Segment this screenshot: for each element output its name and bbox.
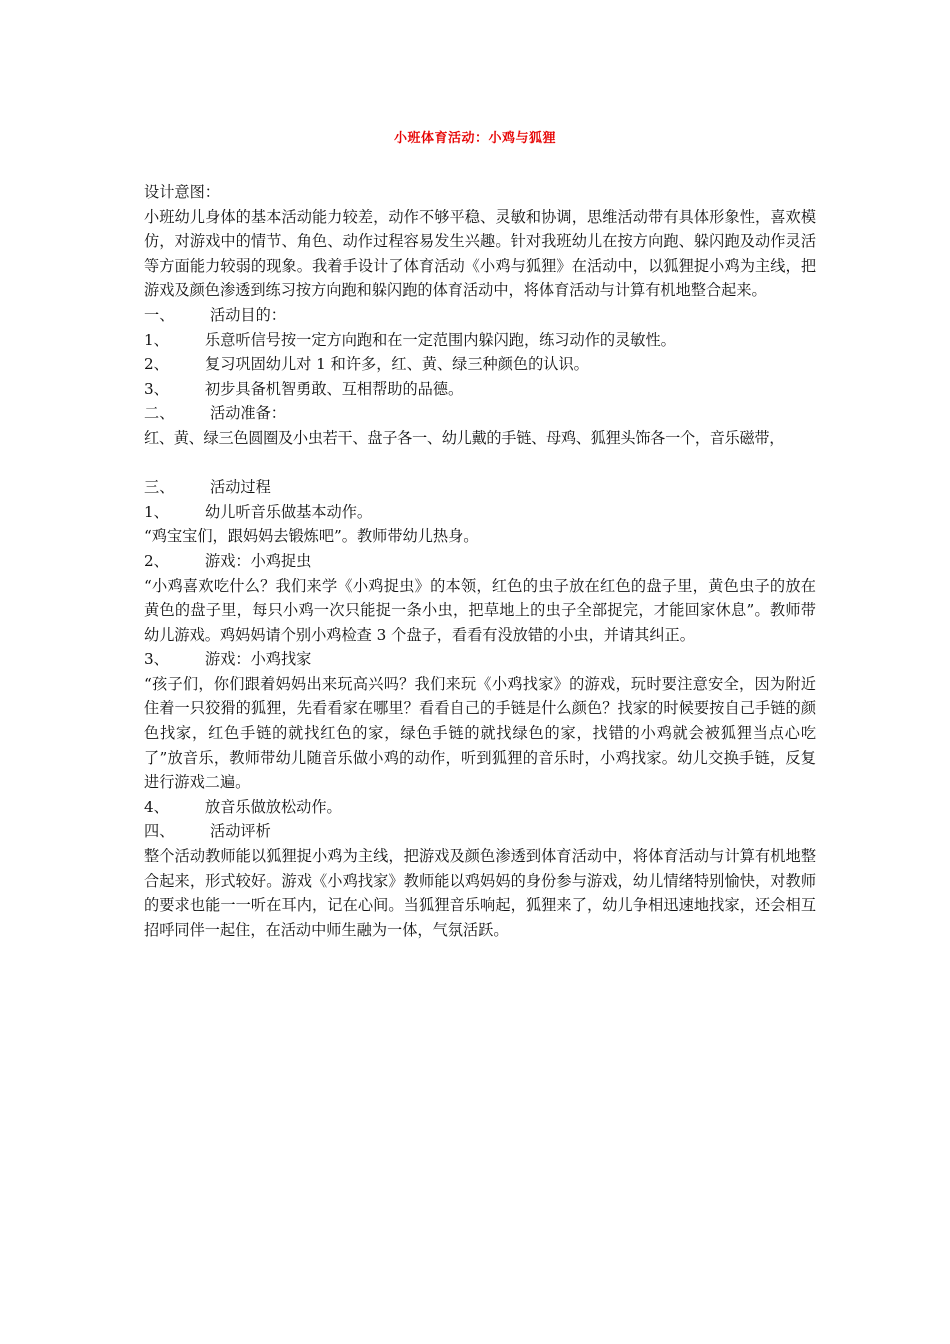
step-number: 1、 [144, 502, 169, 521]
design-heading: 设计意图： [144, 183, 220, 201]
step-heading [144, 647, 816, 672]
goal-item [144, 328, 816, 353]
section-3-number: 三、 [144, 478, 175, 497]
section-2-title: 活动准备： [210, 404, 286, 423]
blank-line [144, 451, 816, 476]
section-4-number: 四、 [144, 822, 175, 841]
step-text: “孩子们，你们跟着妈妈出来玩高兴吗？我们来玩《小鸡找家》的游戏，玩时要注意安全，因为附近住着一只狡猾的狐狸，先看看家在哪里？看看自己的手链是什么颜色？找家的时候要按自己手链的颜色找家，红色手链的就找红色的家，绿色手链的就找绿色的家，找错的小鸡就会被狐狸当点心吃了”放音乐，教师带幼儿随音乐做小鸡的动作，听到狐狸的音乐时，小鸡找家。幼儿交换手链，反复进行游戏二遍。 [144, 674, 816, 792]
section-4-title: 活动评析 [210, 822, 271, 841]
step-heading [144, 795, 816, 820]
step-text: “鸡宝宝们，跟妈妈去锻炼吧”。教师带幼儿热身。 [144, 527, 479, 546]
section-2-number: 二、 [144, 404, 175, 423]
step-title: 幼儿听音乐做基本动作。 [205, 502, 373, 521]
goal-number: 2、 [144, 355, 169, 374]
section-2-heading [144, 401, 816, 426]
step-number: 4、 [144, 797, 169, 816]
step-heading [144, 549, 816, 574]
step-title: 游戏：小鸡找家 [205, 650, 312, 669]
section-3-title: 活动过程 [210, 478, 271, 497]
section-3-heading [144, 475, 816, 500]
section-1-number: 一、 [144, 305, 175, 324]
evaluation-text: 整个活动教师能以狐狸捉小鸡为主线，把游戏及颜色渗透到体育活动中，将体育活动与计算有机地整合起来，形式较好。游戏《小鸡找家》教师能以鸡妈妈的身份参与游戏，幼儿情绪特别愉快，对教师的要求也能一一听在耳内，记在心间。当狐狸音乐响起，狐狸来了，幼儿争相迅速地找家，还会相互招呼同伴一起住，在活动中师生融为一体，气氛活跃。 [144, 847, 816, 939]
step-number: 2、 [144, 551, 169, 570]
goal-text: 复习巩固幼儿对 1 和许多，红、黄、绿三种颜色的认识。 [205, 355, 589, 374]
document-body [144, 180, 816, 942]
goal-item [144, 377, 816, 402]
goal-item [144, 352, 816, 377]
goal-number: 1、 [144, 330, 169, 349]
step-title: 游戏：小鸡捉虫 [205, 551, 312, 570]
step-number: 3、 [144, 650, 169, 669]
step-title: 放音乐做放松动作。 [205, 797, 342, 816]
step-heading [144, 500, 816, 525]
goal-text: 乐意听信号按一定方向跑和在一定范围内躲闪跑，练习动作的灵敏性。 [205, 330, 676, 349]
goal-text: 初步具备机智勇敢、互相帮助的品德。 [205, 379, 464, 398]
goal-number: 3、 [144, 379, 169, 398]
document-title: 小班体育活动：小鸡与狐狸 [393, 131, 556, 146]
section-1-heading [144, 303, 816, 328]
section-1-title: 活动目的： [210, 305, 286, 324]
section-4-heading [144, 819, 816, 844]
design-text: 小班幼儿身体的基本活动能力较差，动作不够平稳、灵敏和协调，思维活动带有具体形象性，喜欢模仿，对游戏中的情节、角色、动作过程容易发生兴趣。针对我班幼儿在按方向跑、躲闪跑及动作灵活等方面能力较弱的现象。我着手设计了体育活动《小鸡与狐狸》在活动中，以狐狸捉小鸡为主线，把游戏及颜色渗透到练习按方向跑和躲闪跑的体育活动中，将体育活动与计算有机地整合起来。 [144, 207, 816, 300]
materials-text: 红、黄、绿三色圆圈及小虫若干、盘子各一、幼儿戴的手链、母鸡、狐狸头饰各一个，音乐磁带， [144, 428, 785, 447]
step-text: “小鸡喜欢吃什么？我们来学《小鸡捉虫》的本领，红色的虫子放在红色的盘子里，黄色虫子的放在黄色的盘子里，每只小鸡一次只能捉一条小虫，把草地上的虫子全部捉完，才能回家休息”。教师带幼儿游戏。鸡妈妈请个别小鸡检查 3 个盘子，看看有没放错的小虫，并请其纠正。 [144, 576, 816, 644]
